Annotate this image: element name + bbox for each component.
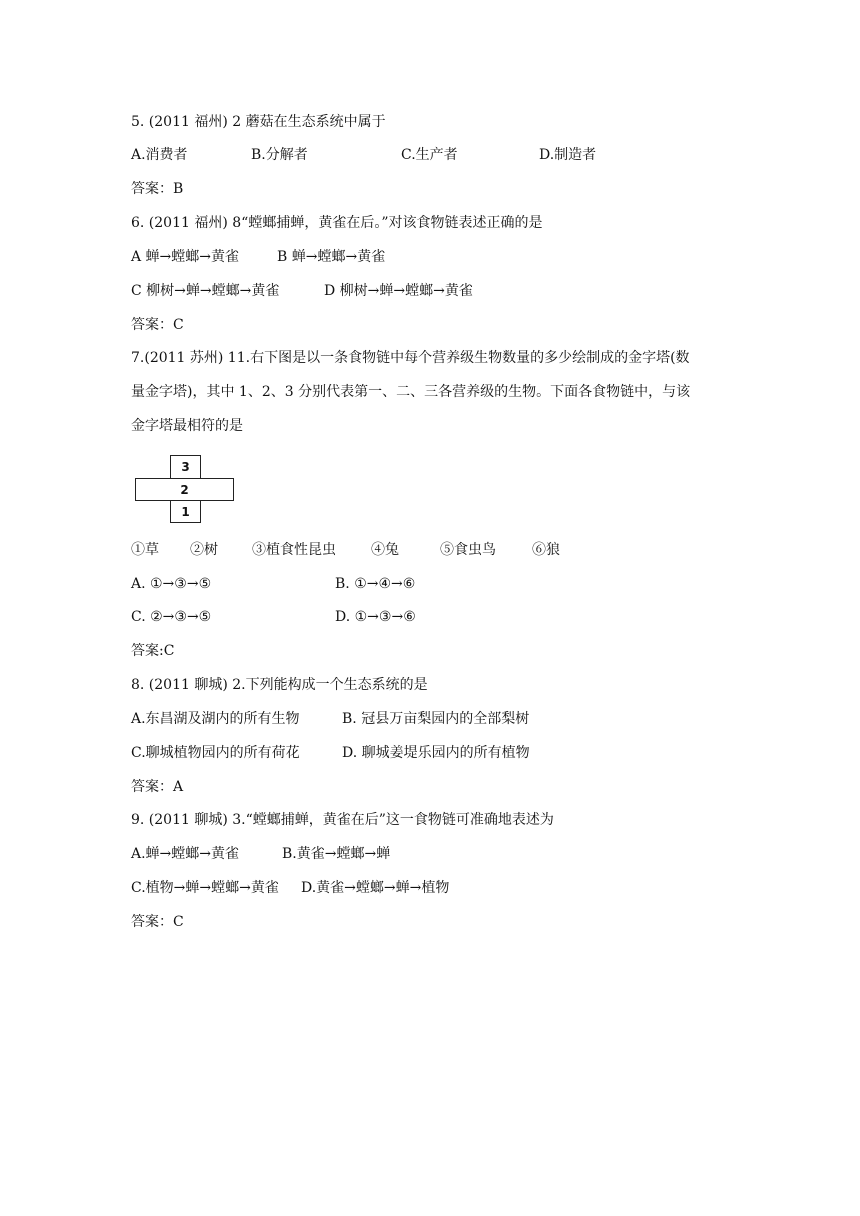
pyramid-level-2: 2 xyxy=(135,478,234,501)
organism-2: ②树 xyxy=(190,542,218,558)
q6-option-d: D 柳树→蝉→螳螂→黄雀 xyxy=(324,283,473,299)
q9-option-a: A.蝉→螳螂→黄雀 xyxy=(131,846,240,862)
q7-option-d: D. ①→③→⑥ xyxy=(335,609,416,625)
q8-option-d: D. 聊城姜堤乐园内的所有植物 xyxy=(342,745,530,761)
q6-option-b: B 蝉→螳螂→黄雀 xyxy=(277,249,386,265)
q5-stem: 5. (2011 福州) 2 蘑菇在生态系统中属于 xyxy=(131,114,386,130)
q8-answer: 答案：A xyxy=(131,779,184,795)
q7-option-b: B. ①→④→⑥ xyxy=(335,576,416,592)
q5-option-b: B.分解者 xyxy=(251,147,308,163)
pyramid-level-3: 3 xyxy=(170,455,201,479)
q6-option-a: A 蝉→螳螂→黄雀 xyxy=(131,249,240,265)
q7-option-c: C. ②→③→⑤ xyxy=(131,609,212,625)
q8-option-c: C.聊城植物园内的所有荷花 xyxy=(131,745,300,761)
pyramid-level-1: 1 xyxy=(170,500,201,523)
q8-stem: 8. (2011 聊城) 2.下列能构成一个生态系统的是 xyxy=(131,677,428,693)
organism-4: ④兔 xyxy=(371,542,399,558)
q7-stem-line-1: 7.(2011 苏州) 11.右下图是以一条食物链中每个营养级生物数量的多少绘制成的金字塔(数 xyxy=(131,350,690,366)
q9-option-c: C.植物→蝉→螳螂→黄雀 xyxy=(131,880,279,896)
q7-option-a: A. ①→③→⑤ xyxy=(131,576,212,592)
organism-5: ⑤食虫鸟 xyxy=(440,542,496,558)
q7-stem-line-2: 量金字塔)，其中 1、2、3 分别代表第一、二、三各营养级的生物。下面各食物链中，与该 xyxy=(131,384,691,400)
q8-option-b: B. 冠县万亩梨园内的全部梨树 xyxy=(342,711,530,727)
q6-answer: 答案：C xyxy=(131,317,184,333)
q9-stem: 9. (2011 聊城) 3.“螳螂捕蝉，黄雀在后”这一食物链可准确地表述为 xyxy=(131,812,554,828)
q5-option-c: C.生产者 xyxy=(401,147,458,163)
q7-stem-line-3: 金字塔最相符的是 xyxy=(131,418,243,434)
q9-option-d: D.黄雀→螳螂→蝉→植物 xyxy=(301,880,450,896)
q9-option-b: B.黄雀→螳螂→蝉 xyxy=(282,846,391,862)
q5-answer: 答案：B xyxy=(131,181,184,197)
organism-3: ③植食性昆虫 xyxy=(252,542,336,558)
organism-6: ⑥狼 xyxy=(532,542,560,558)
q5-option-d: D.制造者 xyxy=(539,147,597,163)
q9-answer: 答案：C xyxy=(131,914,184,930)
q5-option-a: A.消费者 xyxy=(131,147,188,163)
q6-stem: 6. (2011 福州) 8“螳螂捕蝉，黄雀在后。”对该食物链表述正确的是 xyxy=(131,215,543,231)
q8-option-a: A.东昌湖及湖内的所有生物 xyxy=(131,711,300,727)
organism-1: ①草 xyxy=(131,542,159,558)
q7-answer: 答案:C xyxy=(131,643,175,659)
q6-option-c: C 柳树→蝉→螳螂→黄雀 xyxy=(131,283,280,299)
